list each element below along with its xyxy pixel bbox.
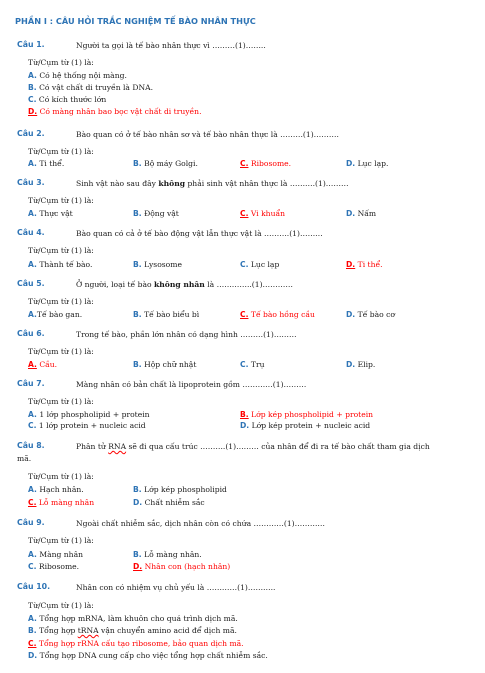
question-prompt: Từ/Cụm từ (1) là: [28,536,94,545]
option-d: D. Lục lạp. [346,159,389,168]
question-number: Câu 7. [17,379,45,388]
question-3 [0,178,485,218]
question-prompt: Từ/Cụm từ (1) là: [28,472,94,481]
option-c: C. Có kích thước lớn [28,95,107,104]
option-b: B. Hộp chữ nhật [133,360,197,369]
question-number: Câu 1. [17,40,45,49]
option-c: C. Ribosome. [28,562,80,571]
option-c-correct: C. Tế bào hồng cầu [240,310,315,319]
question-prompt: Từ/Cụm từ (1) là: [28,601,94,610]
option-a: A. Hạch nhân. [28,485,84,494]
option-c-correct: C. Tổng hợp rRNA cấu tạo ribosome, bảo quan dịch mã. [28,639,244,648]
option-b: B. Động vật [133,209,179,218]
option-a: A. Có hệ thống nội màng. [28,71,127,80]
option-c-correct: C. Lỗ màng nhân [28,498,95,507]
option-b: B. Có vật chất di truyền là DNA. [28,83,153,92]
option-d-correct: D. Nhân con (hạch nhân) [133,562,231,571]
option-b-correct: B. Lớp kép phospholipid + protein [240,410,374,419]
option-d: D. Elip. [346,360,376,369]
option-d: D. Chất nhiễm sắc [133,498,205,507]
option-c: C. 1 lớp protein + nucleic acid [28,421,146,430]
option-a: A.Tế bào gan. [28,310,83,319]
question-prompt: Từ/Cụm từ (1) là: [28,196,94,205]
question-prompt: Từ/Cụm từ (1) là: [28,297,94,306]
question-text: Màng nhân có bản chất là lipoprotein gồm …………(1)……… [76,380,307,389]
option-d: D. Nấm [346,209,377,218]
option-d: D. Tế bào cơ [346,310,395,319]
question-prompt: Từ/Cụm từ (1) là: [28,147,94,156]
option-d: D. Lớp kép protein + nucleic acid [240,421,371,430]
question-text: Bào quan có ở tế bào nhân sơ và tế bào nhân thực là ………(1)………. [76,130,339,139]
option-a: A. Ti thể. [28,159,65,168]
question-7 [0,379,485,430]
question-number: Câu 8. [17,441,45,450]
option-a: A. Thực vật [28,209,73,218]
question-text: Nhân con có nhiệm vụ chủ yếu là …………(1)……….. [76,583,276,592]
option-c: C. Lục lạp [240,260,280,269]
question-text: Bào quan có cả ở tế bào động vật lẫn thực vật là ……….(1)……… [76,229,323,238]
question-number: Câu 9. [17,518,45,527]
question-text-wrap: mã. [17,453,32,463]
option-b: B. Lysosome [133,260,182,269]
question-4 [0,228,485,269]
question-number: Câu 10. [17,582,51,591]
question-prompt: Từ/Cụm từ (1) là: [28,397,94,406]
question-number: Câu 4. [17,228,45,237]
question-prompt: Từ/Cụm từ (1) là: [28,58,94,67]
option-a: A. 1 lớp phospholipid + protein [28,410,150,419]
option-b: B. Lỗ màng nhân. [133,550,202,559]
question-10 [0,582,485,660]
option-a: A. Thành tế bào. [28,260,93,269]
option-a: A. Tổng hợp mRNA, làm khuôn cho quá trình dịch mã. [28,614,238,623]
option-c-correct: C. Ribosome. [240,159,292,168]
option-c: C. Trụ [240,360,265,369]
option-d: D. Tổng hợp DNA cung cấp cho việc tổng hợp chất nhiễm sắc. [28,651,268,660]
question-6 [0,329,485,369]
question-text: Ở người, loại tế bào không nhân là …………..(1)………… [76,280,293,289]
question-number: Câu 5. [17,279,45,288]
option-b: B. Bộ máy Golgi. [133,159,198,168]
section-heading: PHẦN I : CÂU HỎI TRẮC NGHIỆM TẾ BÀO NHÂN THỰC [15,16,256,26]
question-text: Sinh vật nào sau đây không phải sinh vật nhân thực là ……….(1)……… [76,179,349,188]
question-text: Trong tế bào, phần lớn nhân có dạng hình ………(1)……… [76,330,297,339]
option-a: A. Màng nhân [28,550,83,559]
question-text: Ngoài chất nhiễm sắc, dịch nhân còn có chứa …………(1)………… [76,519,326,528]
question-5 [0,279,485,319]
question-number: Câu 3. [17,178,45,187]
question-number: Câu 2. [17,129,45,138]
question-1 [0,40,485,116]
question-2 [0,129,485,168]
option-a-correct: A. Cầu. [28,360,58,369]
option-b: B. Tế bào biểu bì [133,310,200,319]
question-number: Câu 6. [17,329,45,338]
question-9 [0,518,485,571]
question-prompt: Từ/Cụm từ (1) là: [28,347,94,356]
option-c-correct: C. Vi khuẩn [240,209,286,218]
option-d-correct: D. Có màng nhân bao bọc vật chất di truyền. [28,107,202,116]
option-b: B. Lớp kép phospholipid [133,485,227,494]
question-8 [0,441,485,507]
option-d-correct: D. Ti thể. [346,260,383,269]
question-text: Người ta gọi là tế bào nhân thực vì ………(1)…….. [76,41,266,50]
option-b: B. Tổng hợp tRNA vận chuyển amino acid để dịch mã. [28,626,237,635]
question-text: Phân tử RNA sẽ đi qua cấu trúc ……….(1)……… của nhân để đi ra tế bào chất tham gia dịch [76,442,430,451]
question-prompt: Từ/Cụm từ (1) là: [28,246,94,255]
